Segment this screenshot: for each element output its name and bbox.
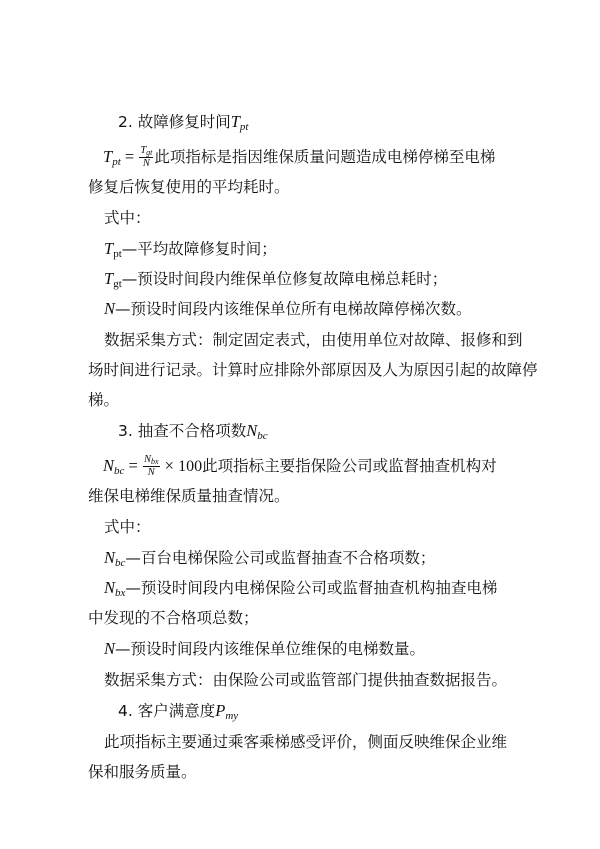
- section-3-heading: 3. 抽查不合格项数$N_{bc}$: [118, 421, 268, 442]
- section-4-description: 此项指标主要通过乘客乘梯感受评价，侧面反映维保企业维: [104, 733, 508, 751]
- heading-variable: $T_{pt}$: [230, 112, 249, 133]
- formula-fraction: [139, 146, 153, 169]
- section-3-formula-line: $N_{bc}$ = $\frac{N_{bx}}{N}$ × 100此项指标主要指保险公司或监督抽查机构对: [103, 454, 497, 478]
- section-3-description-cont: 维保电梯维保质量抽查情况。: [88, 487, 290, 505]
- collection-method-cont: 梯。: [88, 391, 120, 409]
- section-4-description-cont: 保和服务质量。: [88, 763, 197, 781]
- multiply-sign: ×: [160, 456, 179, 475]
- variable-definition: N—预设时间段内该维保单位所有电梯故障停梯次数。: [104, 299, 472, 318]
- where-label: 式中：: [104, 518, 151, 536]
- variable-definition: N—预设时间段内该维保单位维保的电梯数量。: [104, 639, 426, 658]
- variable-definition-cont: 中发现的不合格项总数；: [88, 609, 259, 627]
- where-label: 式中：: [104, 209, 151, 227]
- fraction-denominator: N: [147, 467, 155, 478]
- fraction-numerator: $N_{bx}$: [143, 454, 159, 466]
- collection-method: 数据采集方式：制定固定表式，由使用单位对故障、报修和到: [104, 331, 523, 349]
- heading-variable: $N_{bc}$: [246, 421, 268, 442]
- fraction-denominator: N: [142, 158, 150, 169]
- variable-definition: $T_{pt}—$平均故障修复时间；: [104, 239, 277, 260]
- variable-definition: $N_{bc}—$百台电梯保险公司或监督抽查不合格项数；: [104, 548, 436, 569]
- formula-fraction: [143, 455, 160, 478]
- formula-description: 此项指标是指因维保质量问题造成电梯停梯至电梯: [154, 148, 496, 166]
- variable-definition: $T_{gt}—$预设时间段内维保单位修复故障电梯总耗时；: [104, 269, 448, 290]
- fraction-numerator: $T_{gt}$: [140, 145, 153, 157]
- section-2-heading: 2. 故障修复时间$T_{pt}$: [118, 112, 249, 133]
- equals-sign: =: [120, 147, 139, 166]
- heading-variable: $P_{my}$: [215, 701, 239, 722]
- section-4-heading: 4. 客户满意度$P_{my}$: [118, 701, 239, 722]
- collection-method: 数据采集方式：由保险公司或监管部门提供抽查数据报告。: [104, 671, 508, 689]
- formula-lhs: $N_{bc}$: [103, 456, 125, 477]
- section-2-description-cont: 修复后恢复使用的平均耗时。: [88, 178, 290, 196]
- formula-description: 此项指标主要指保险公司或监督抽查机构对: [202, 457, 497, 475]
- variable-definition: $N_{bx}—$预设时间段内电梯保险公司或监督抽查机构抽查电梯: [104, 578, 498, 599]
- formula-factor: 100: [178, 458, 203, 475]
- collection-method-cont: 场时间进行记录。计算时应排除外部原因及人为原因引起的故障停: [88, 361, 538, 379]
- section-2-formula-line: [103, 146, 495, 169]
- formula-lhs: $T_{pt}$: [103, 147, 121, 168]
